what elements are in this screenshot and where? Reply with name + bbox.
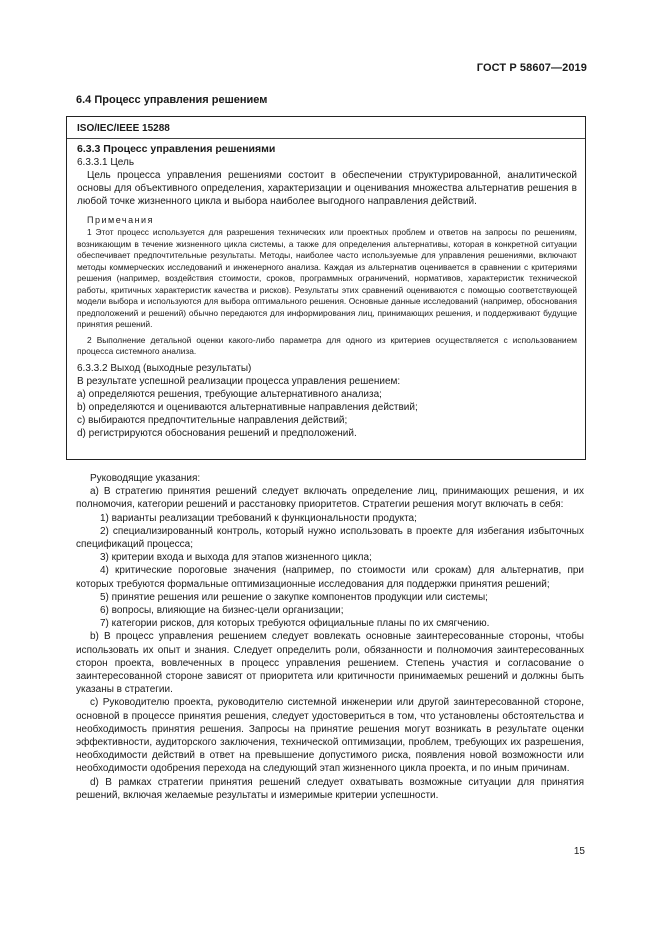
quoted-standard-box xyxy=(66,116,586,460)
guidance-heading: Руководящие указания: xyxy=(90,473,201,484)
output-intro: В результате успешной реализации процесса управления решением: xyxy=(77,375,401,387)
guidance-d: d) В рамках стратегии принятия решений следует охватывать возможные ситуации для принятия решений, включая желаемые результаты и измеримые критерии успешности. xyxy=(76,776,584,801)
guidance-a-item-1: 1) варианты реализации требований к функциональности продукта; xyxy=(100,512,417,524)
subsection-title: 6.3.3 Процесс управления решениями xyxy=(77,143,276,155)
notes-heading: Примечания xyxy=(87,215,154,225)
note-2: 2 Выполнение детальной оценки какого-либо параметра для одного из критериев осуществляется с использованием процесса системного анализа. xyxy=(77,334,577,356)
output-item-c: c) выбираются предпочтительные направления действий; xyxy=(77,414,348,426)
guidance-a: а) В стратегию принятия решений следует включать определение лиц, принимающих решения, и их полномочия, категории решений и расстановку приоритетов. Стратегии решения могут включать в себя: xyxy=(76,486,584,511)
standard-id-header: ГОСТ Р 58607—2019 xyxy=(476,62,587,74)
page-number: 15 xyxy=(573,846,585,857)
output-item-b: b) определяются и оцениваются альтернативные направления действий; xyxy=(77,401,418,413)
guidance-a-item-2: 2) специализированный контроль, который нужно использовать в проекте для избегания избыточных спецификаций процесса; xyxy=(76,525,584,551)
note-1: 1 Этот процесс используется для разрешения технических или проектных проблем и ответов на запросы по решениям, возникающим в течение жизненного цикла системы, а также для определения альтернативы, которая в конкретной ситуации обеспечивает предпочтительные результаты. Методы, наиболее часто используемые для управления решениями, включают методы коммерческих исследований и инженерного анализа. Каждая из альтернатив оценивается в сравнении с критериями решения (например, воздействия стоимости, сроков, программных ограничений, нормативов, характеристик технической работы, критичных характеристик качества и рисков). Результаты этих сравнений оцениваются с помощью соответствующей модели выбора и используются для выбора оптимального решения. Основные данные исследований (например, обоснования предположений и решений) обычно передаются для информирования лиц, принимающих решения, и поддерживают будущие принятия решений. xyxy=(77,227,577,329)
purpose-heading: 6.3.3.1 Цель xyxy=(77,157,135,168)
output-item-d: d) регистрируются обоснования решений и предположений. xyxy=(77,427,357,439)
guidance-a-item-6: 6) вопросы, влияющие на бизнес-цели организации; xyxy=(100,605,344,617)
guidance-a-item-4: 4) критические пороговые значения (например, по стоимости или срокам) для альтернатив, при которых требуются формальные оптимизационные исследования для поддержки принятия решений; xyxy=(76,565,584,590)
guidance-section xyxy=(76,472,584,802)
guidance-c: c) Руководителю проекта, руководителю системной инженерии или другой заинтересованной стороне, основной в процессе принятия решения, следует удостовериться в том, что установлены обстоятельства и необходимость принятия решения. Запросы на принятие решения могут возникать в результате оценки эффективности, аудиторского заключения, технической оптимизации, проблем, требующих их разрешения, необходимости действий в ответ на превышение допустимого риска, появления новой возможности или необходимости одобрения перехода на следующий этап жизненного цикла проекта, и по иным причинам. xyxy=(76,697,584,775)
guidance-a-item-3: 3) критерии входа и выхода для этапов жизненного цикла; xyxy=(100,552,372,564)
section-title: 6.4 Процесс управления решением xyxy=(76,94,268,106)
box-divider xyxy=(67,138,585,139)
standard-reference: ISO/IEC/IEEE 15288 xyxy=(77,123,170,134)
guidance-a-item-7: 7) категории рисков, для которых требуются официальные планы по их смягчению. xyxy=(100,618,490,630)
purpose-text: Цель процесса управления решениями состоит в обеспечении структурированной, аналитической основы для объективного определения, характеризации и оценивания множества альтернатив решения в любой точке жизненного цикла и выбора наиболее выгодного направления действий. xyxy=(77,170,577,207)
guidance-a-item-5: 5) принятие решения или решение о закупке компонентов продукции или системы; xyxy=(100,591,488,603)
guidance-b: b) В процесс управления решением следует вовлекать основные заинтересованные стороны, чтобы использовать их опыт и знания. Следует определить роли, обязанности и полномочия заинтересованных сторон проекта, вовлеченных в процесс управления решением. Степень участия и согласование о заинтересованной стороне зависят от приоритета или критичности принимаемых решений и должны быть указаны в стратегии. xyxy=(76,631,584,696)
output-item-a: a) определяются решения, требующие альтернативного анализа; xyxy=(77,388,382,400)
output-heading: 6.3.3.2 Выход (выходные результаты) xyxy=(77,362,252,374)
